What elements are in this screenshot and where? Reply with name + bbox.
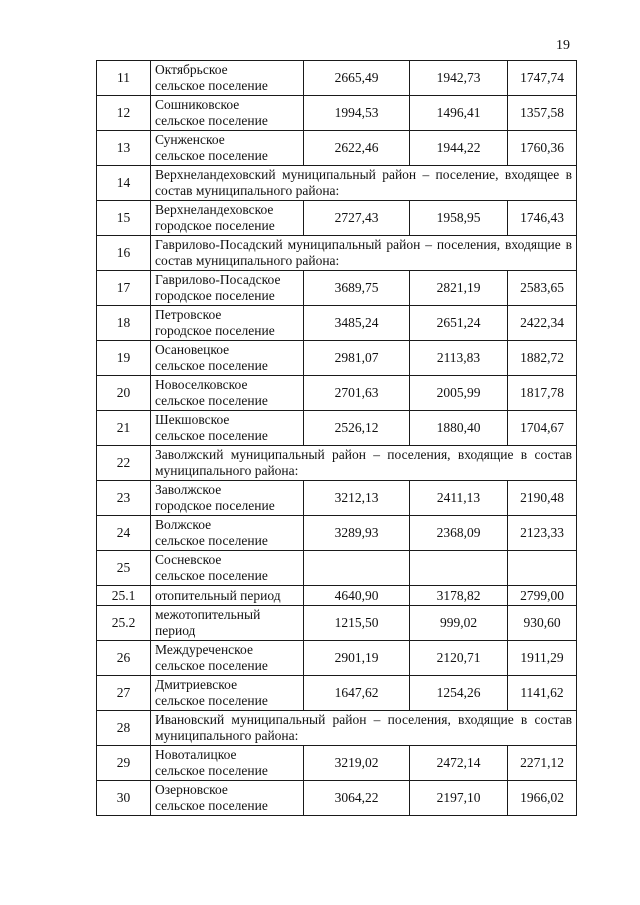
table-row <box>97 166 577 201</box>
value-cell-1: 3689,75 <box>304 271 410 306</box>
table-row <box>97 201 577 236</box>
value-cell-1: 3064,22 <box>304 781 410 816</box>
value-cell-3: 1141,62 <box>508 676 577 711</box>
value-cell-3: 1704,67 <box>508 411 577 446</box>
table-body <box>97 61 577 816</box>
value-cell-2: 1942,73 <box>410 61 508 96</box>
value-cell-2: 2197,10 <box>410 781 508 816</box>
value-cell-3: 2271,12 <box>508 746 577 781</box>
district-heading: Гаврилово-Посадский муниципальный район – поселения, входящие в состав муниципального района: <box>151 236 577 271</box>
value-cell-2: 2651,24 <box>410 306 508 341</box>
value-cell-2: 2821,19 <box>410 271 508 306</box>
row-number: 15 <box>97 201 151 236</box>
value-cell-1: 1215,50 <box>304 606 410 641</box>
row-number: 28 <box>97 711 151 746</box>
row-number: 13 <box>97 131 151 166</box>
table-row <box>97 746 577 781</box>
table-row <box>97 481 577 516</box>
value-cell-3: 2190,48 <box>508 481 577 516</box>
table-row <box>97 676 577 711</box>
row-number: 19 <box>97 341 151 376</box>
value-cell-3: 1357,58 <box>508 96 577 131</box>
value-cell-1: 3485,24 <box>304 306 410 341</box>
value-cell-1: 1994,53 <box>304 96 410 131</box>
value-cell-2: 1880,40 <box>410 411 508 446</box>
table-row <box>97 446 577 481</box>
row-number: 25.1 <box>97 586 151 606</box>
row-number: 25 <box>97 551 151 586</box>
settlement-name: Сунженское сельское поселение <box>151 131 304 166</box>
value-cell-3: 1760,36 <box>508 131 577 166</box>
settlement-name: Волжское сельское поселение <box>151 516 304 551</box>
table-row <box>97 411 577 446</box>
value-cell-2: 2472,14 <box>410 746 508 781</box>
table-row <box>97 376 577 411</box>
table-row <box>97 641 577 676</box>
settlement-name: Новоселковское сельское поселение <box>151 376 304 411</box>
settlement-name: Осановецкое сельское поселение <box>151 341 304 376</box>
value-cell-3 <box>508 551 577 586</box>
value-cell-3: 1911,29 <box>508 641 577 676</box>
settlement-name: отопительный период <box>151 586 304 606</box>
settlement-name: Шекшовское сельское поселение <box>151 411 304 446</box>
value-cell-2: 1254,26 <box>410 676 508 711</box>
district-heading: Верхнеландеховский муниципальный район – поселение, входящее в состав муниципального района: <box>151 166 577 201</box>
settlement-name: Верхнеландеховское городское поселение <box>151 201 304 236</box>
table-row <box>97 61 577 96</box>
value-cell-1: 3219,02 <box>304 746 410 781</box>
value-cell-3: 930,60 <box>508 606 577 641</box>
value-cell-2: 2113,83 <box>410 341 508 376</box>
value-cell-3: 2583,65 <box>508 271 577 306</box>
table-row <box>97 711 577 746</box>
table-row <box>97 341 577 376</box>
settlement-name: Октябрьское сельское поселение <box>151 61 304 96</box>
value-cell-2: 1944,22 <box>410 131 508 166</box>
table-row <box>97 131 577 166</box>
value-cell-2: 1958,95 <box>410 201 508 236</box>
row-number: 18 <box>97 306 151 341</box>
value-cell-1: 2901,19 <box>304 641 410 676</box>
table-row <box>97 236 577 271</box>
settlement-name: Новоталицкое сельское поселение <box>151 746 304 781</box>
table-row <box>97 606 577 641</box>
table-row <box>97 551 577 586</box>
table-row <box>97 516 577 551</box>
value-cell-1: 4640,90 <box>304 586 410 606</box>
row-number: 22 <box>97 446 151 481</box>
value-cell-2: 2005,99 <box>410 376 508 411</box>
settlement-name: Гаврилово-Посадское городское поселение <box>151 271 304 306</box>
district-heading: Заволжский муниципальный район – поселения, входящие в состав муниципального района: <box>151 446 577 481</box>
table-row <box>97 271 577 306</box>
value-cell-3: 2799,00 <box>508 586 577 606</box>
settlement-name: Заволжское городское поселение <box>151 481 304 516</box>
district-heading: Ивановский муниципальный район – поселения, входящие в состав муниципального района: <box>151 711 577 746</box>
row-number: 25.2 <box>97 606 151 641</box>
value-cell-2: 2411,13 <box>410 481 508 516</box>
value-cell-3: 1882,72 <box>508 341 577 376</box>
settlement-name: Дмитриевское сельское поселение <box>151 676 304 711</box>
row-number: 16 <box>97 236 151 271</box>
row-number: 23 <box>97 481 151 516</box>
value-cell-1: 2622,46 <box>304 131 410 166</box>
row-number: 30 <box>97 781 151 816</box>
settlement-name: Сошниковское сельское поселение <box>151 96 304 131</box>
value-cell-2: 2120,71 <box>410 641 508 676</box>
value-cell-2: 999,02 <box>410 606 508 641</box>
table-row <box>97 96 577 131</box>
page-number: 19 <box>556 38 570 53</box>
row-number: 24 <box>97 516 151 551</box>
row-number: 11 <box>97 61 151 96</box>
value-cell-1: 1647,62 <box>304 676 410 711</box>
value-cell-3: 1966,02 <box>508 781 577 816</box>
value-cell-1: 2981,07 <box>304 341 410 376</box>
table-row <box>97 586 577 606</box>
tariff-table <box>96 60 577 816</box>
row-number: 20 <box>97 376 151 411</box>
table-row <box>97 781 577 816</box>
value-cell-1 <box>304 551 410 586</box>
value-cell-2: 2368,09 <box>410 516 508 551</box>
settlement-name: Озерновское сельское поселение <box>151 781 304 816</box>
value-cell-2: 1496,41 <box>410 96 508 131</box>
row-number: 27 <box>97 676 151 711</box>
row-number: 12 <box>97 96 151 131</box>
value-cell-3: 1747,74 <box>508 61 577 96</box>
value-cell-1: 2526,12 <box>304 411 410 446</box>
row-number: 17 <box>97 271 151 306</box>
settlement-name: Междуреченское сельское поселение <box>151 641 304 676</box>
value-cell-3: 1817,78 <box>508 376 577 411</box>
value-cell-1: 3212,13 <box>304 481 410 516</box>
value-cell-3: 2123,33 <box>508 516 577 551</box>
value-cell-1: 3289,93 <box>304 516 410 551</box>
settlement-name: Петровское городское поселение <box>151 306 304 341</box>
value-cell-3: 1746,43 <box>508 201 577 236</box>
value-cell-2 <box>410 551 508 586</box>
settlement-name: Сосневское сельское поселение <box>151 551 304 586</box>
value-cell-2: 3178,82 <box>410 586 508 606</box>
row-number: 14 <box>97 166 151 201</box>
value-cell-1: 2727,43 <box>304 201 410 236</box>
value-cell-3: 2422,34 <box>508 306 577 341</box>
row-number: 26 <box>97 641 151 676</box>
settlement-name: межотопительный период <box>151 606 304 641</box>
value-cell-1: 2665,49 <box>304 61 410 96</box>
row-number: 21 <box>97 411 151 446</box>
row-number: 29 <box>97 746 151 781</box>
table-row <box>97 306 577 341</box>
value-cell-1: 2701,63 <box>304 376 410 411</box>
